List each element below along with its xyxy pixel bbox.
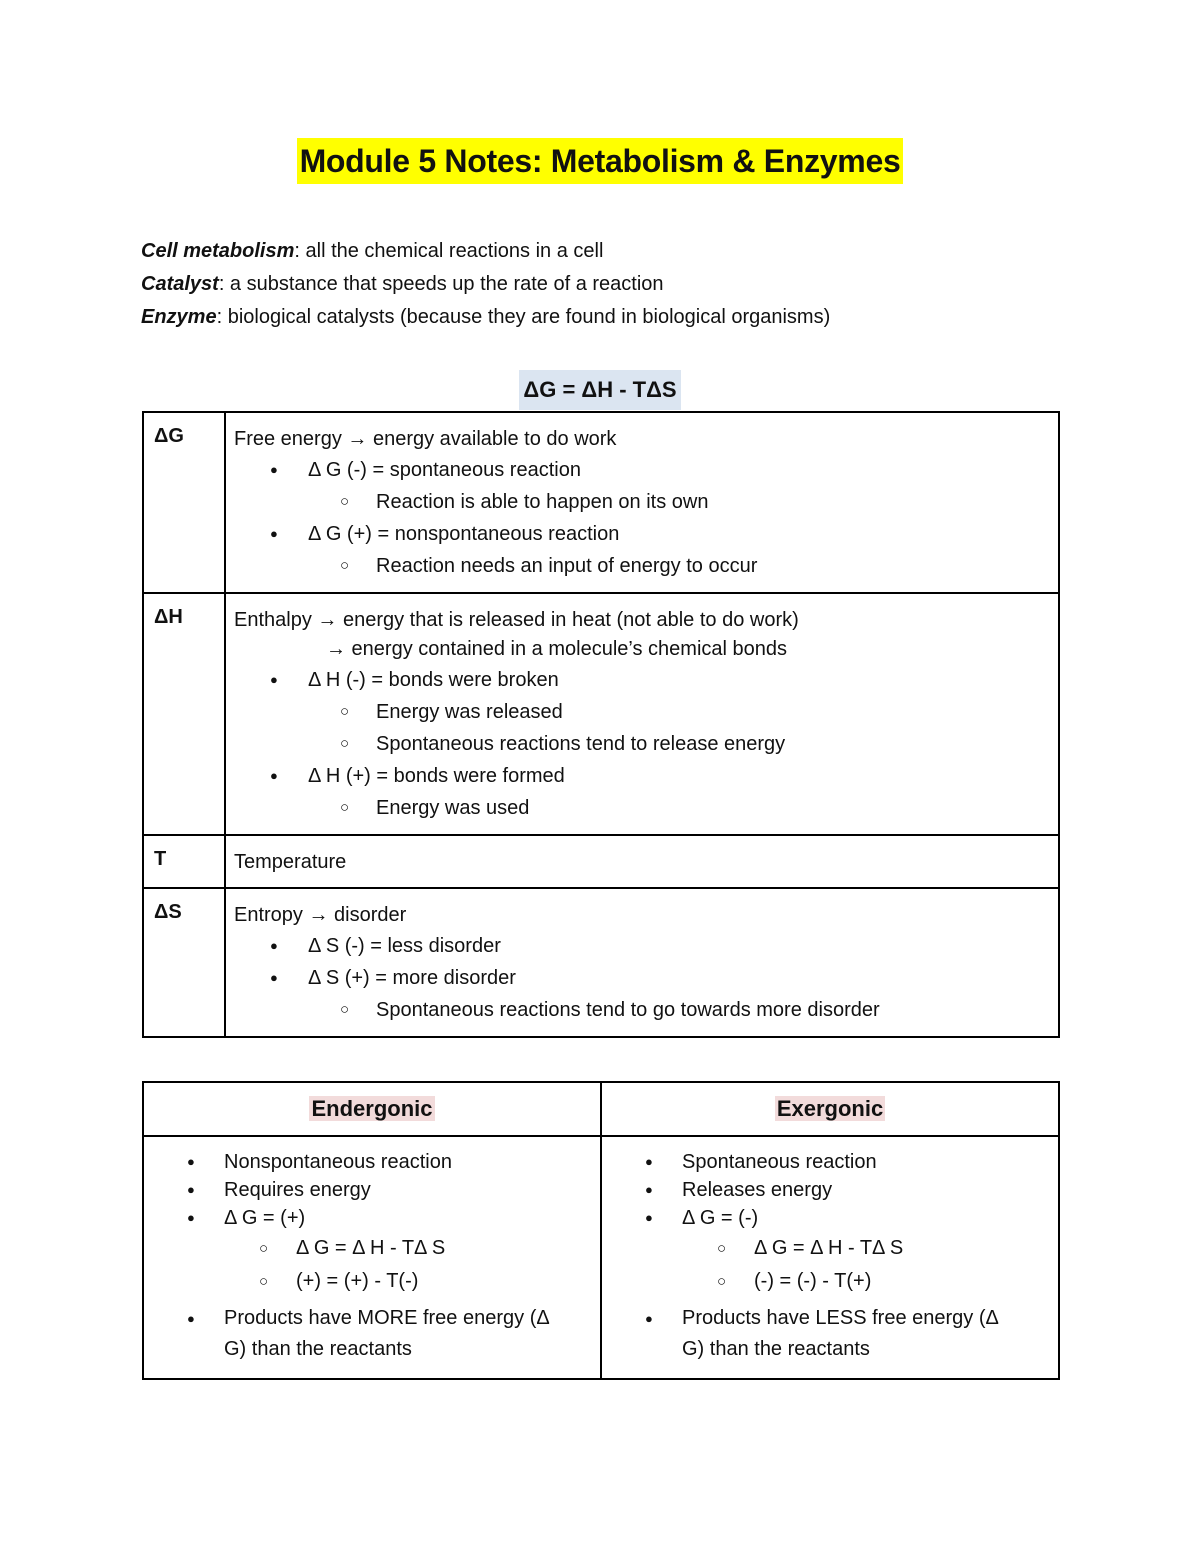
row-heading: Free energy → energy available to do work [234, 428, 617, 450]
bullet: ● Spontaneous reaction [603, 1148, 1057, 1176]
terms-table [142, 411, 1060, 1038]
bullet: ● Δ S (+) = more disorder [234, 962, 1058, 994]
sub-bullet: ○ Δ G = Δ H - TΔ S [603, 1232, 1057, 1265]
bullet: ● Products have LESS free energy (Δ G) than the reactants [603, 1303, 1057, 1365]
sub-bullet: ○ Δ G = Δ H - TΔ S [145, 1232, 599, 1265]
comparison-table [142, 1081, 1060, 1380]
definition-term: Catalyst [141, 273, 219, 295]
bullet: ● Δ G = (+) [145, 1204, 599, 1232]
definition-text: : a substance that speeds up the rate of a reaction [218, 273, 664, 295]
bullet: ● Products have MORE free energy (Δ G) than the reactants [145, 1303, 599, 1365]
bullet: ● Δ G = (-) [603, 1204, 1057, 1232]
gibbs-equation: ΔG = ΔH - TΔS [519, 370, 680, 410]
bullet: ● Nonspontaneous reaction [145, 1148, 599, 1176]
symbol-cell: T [143, 835, 225, 888]
table-row-delta-h [143, 593, 1059, 835]
sub-bullet: ○ (-) = (-) - T(+) [603, 1265, 1057, 1298]
definition-catalyst [141, 268, 830, 301]
endergonic-header: Endergonic [143, 1082, 601, 1136]
sub-bullet: ○ (+) = (+) - T(-) [145, 1265, 599, 1298]
description-cell [225, 593, 1059, 835]
row-heading: Enthalpy → energy that is released in heat (not able to do work) [234, 609, 799, 631]
sub-bullet: ○ Energy was used [234, 792, 1058, 824]
table-header-row [143, 1082, 1059, 1136]
bullet: ● Δ G (-) = spontaneous reaction [234, 454, 1058, 486]
endergonic-cell [143, 1136, 601, 1379]
exergonic-header: Exergonic [601, 1082, 1059, 1136]
sub-bullet: ○ Spontaneous reactions tend to release energy [234, 728, 1058, 760]
sub-bullet: ○ Energy was released [234, 696, 1058, 728]
symbol-cell: ΔS [143, 888, 225, 1037]
definition-text: : biological catalysts (because they are found in biological organisms) [216, 306, 831, 328]
bullet: ● Δ H (+) = bonds were formed [234, 760, 1058, 792]
bullet: ● Δ S (-) = less disorder [234, 930, 1058, 962]
table-row-delta-s [143, 888, 1059, 1037]
title-block [0, 138, 1200, 184]
description-cell [225, 835, 1059, 888]
page-title: Module 5 Notes: Metabolism & Enzymes [297, 138, 904, 184]
equation-block [0, 370, 1200, 410]
bullet: ● Δ G (+) = nonspontaneous reaction [234, 518, 1058, 550]
description-cell [225, 888, 1059, 1037]
definition-enzyme [141, 301, 830, 334]
symbol-cell: ΔG [143, 412, 225, 593]
definitions [141, 235, 830, 334]
bullet: ● Requires energy [145, 1176, 599, 1204]
row-heading: Temperature [234, 851, 347, 873]
table-row-t [143, 835, 1059, 888]
definition-text: : all the chemical reactions in a cell [294, 240, 604, 262]
symbol-cell: ΔH [143, 593, 225, 835]
sub-bullet: ○ Reaction is able to happen on its own [234, 486, 1058, 518]
table-row-delta-g [143, 412, 1059, 593]
definition-term: Cell metabolism [141, 240, 295, 262]
definition-term: Enzyme [141, 306, 217, 328]
row-heading: Entropy → disorder [234, 904, 407, 926]
definition-cell-metabolism [141, 235, 830, 268]
row-heading-continued: → energy contained in a molecule’s chemical bonds [326, 638, 788, 660]
exergonic-cell [601, 1136, 1059, 1379]
sub-bullet: ○ Reaction needs an input of energy to occur [234, 550, 1058, 582]
table-row [143, 1136, 1059, 1379]
bullet: ● Δ H (-) = bonds were broken [234, 664, 1058, 696]
bullet: ● Releases energy [603, 1176, 1057, 1204]
description-cell [225, 412, 1059, 593]
sub-bullet: ○ Spontaneous reactions tend to go towards more disorder [234, 994, 1058, 1026]
